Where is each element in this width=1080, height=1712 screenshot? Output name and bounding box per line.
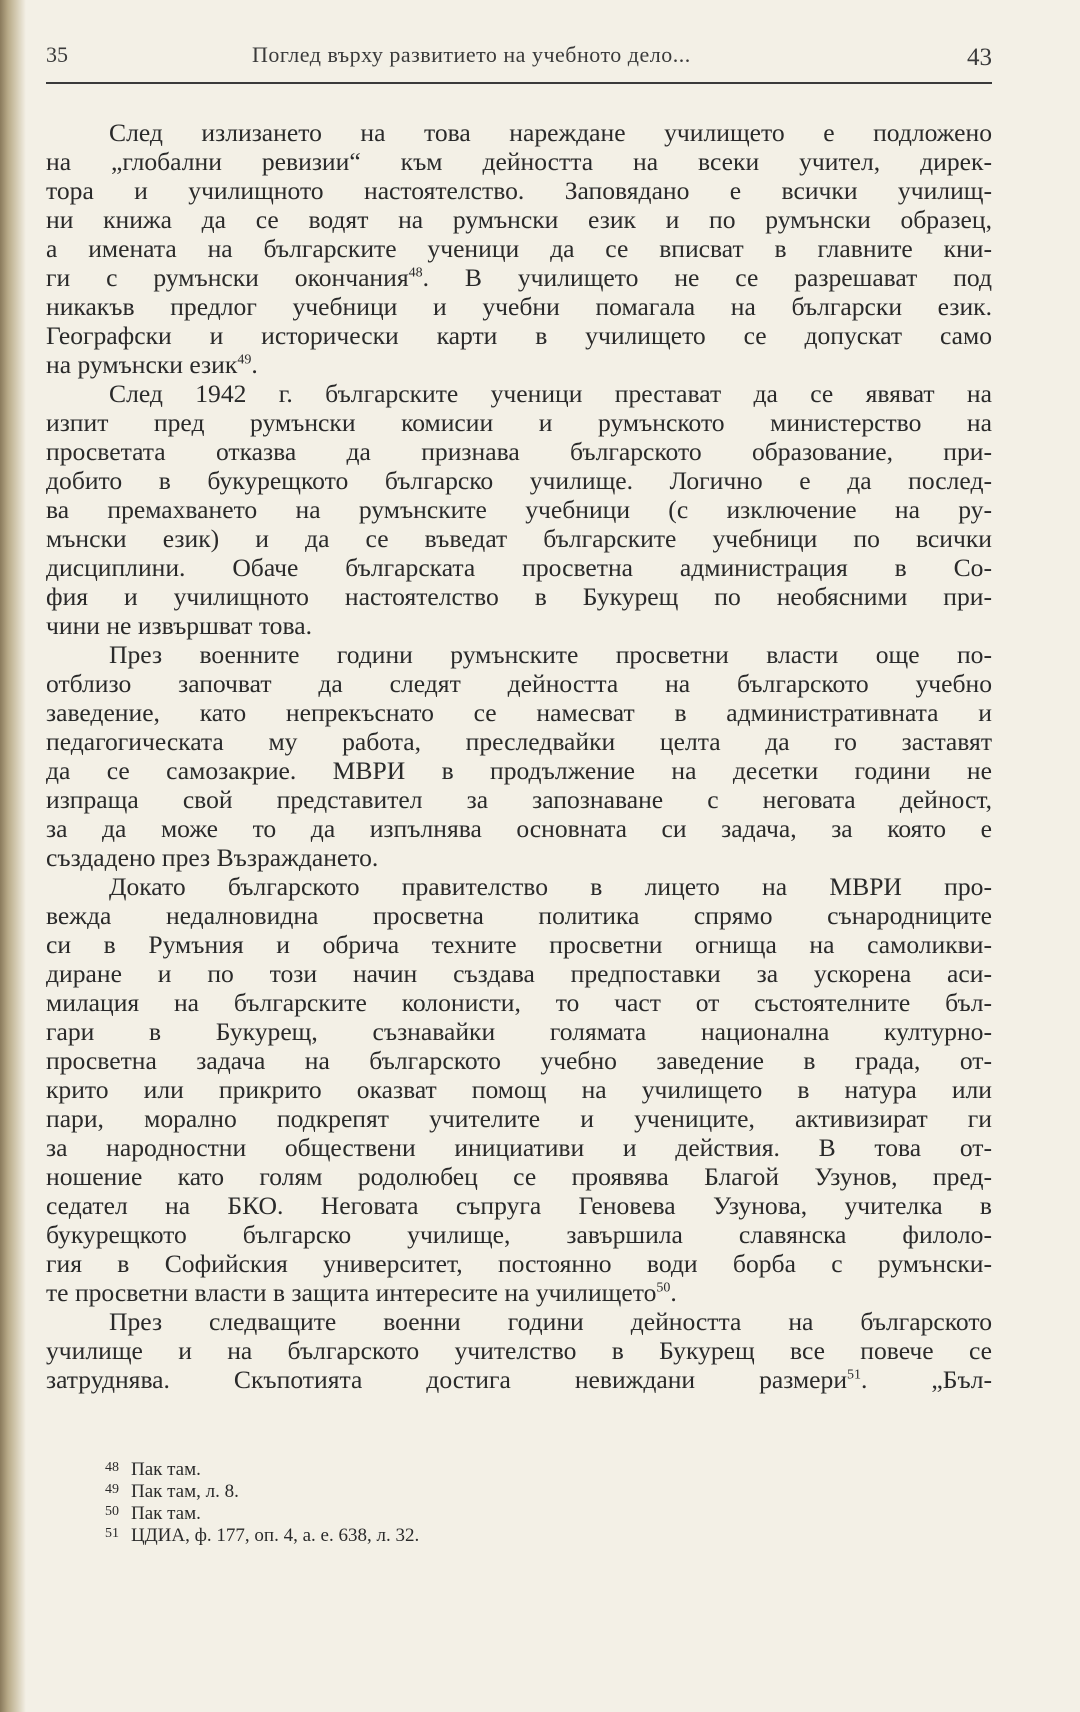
- text-line: [46, 205, 992, 234]
- line-text-continued: . „Бъл-: [861, 1365, 992, 1394]
- line-text: да се самозакрие. МВРИ в продължение на десетки години не: [46, 756, 992, 785]
- text-line: [46, 843, 992, 872]
- text-line: [46, 176, 992, 205]
- text-line: [46, 582, 992, 611]
- text-line: [46, 147, 992, 176]
- book-page: [46, 36, 992, 1686]
- text-line: [46, 321, 992, 350]
- text-line: [46, 263, 992, 292]
- text-line: [46, 466, 992, 495]
- footnote-reference: 51: [847, 1367, 862, 1383]
- line-text: тора и училищното настоятелство. Заповядано е всички училищ-: [46, 176, 992, 205]
- line-text: за народностни обществени инициативи и действия. В това от-: [46, 1133, 992, 1162]
- running-header: [46, 36, 992, 76]
- text-line: [46, 495, 992, 524]
- text-line: [46, 1278, 992, 1307]
- line-text: чини не извършват това.: [46, 611, 312, 640]
- footnote-text: Пак там.: [131, 1503, 201, 1524]
- line-text: вежда недалновидна просветна политика спрямо сънародниците: [46, 901, 992, 930]
- text-line: [46, 959, 992, 988]
- text-line: [46, 930, 992, 959]
- line-text: пари, морално подкрепят учителите и учениците, активизират ги: [46, 1104, 992, 1133]
- footnote-number: 50: [105, 1504, 119, 1519]
- line-text: гари в Букурещ, съзнавайки голямата национална културно-: [46, 1017, 992, 1046]
- footnote-number: 51: [105, 1526, 119, 1541]
- line-text: седател на БКО. Неговата съпруга Геновева Узунова, учителка в: [46, 1191, 992, 1220]
- line-text: те просветни власти в защита интересите на училището: [46, 1278, 657, 1307]
- line-text: ва премахването на румънските учебници (с изключение на ру-: [46, 495, 992, 524]
- footnote-text: ЦДИА, ф. 177, оп. 4, а. е. 638, л. 32.: [131, 1525, 420, 1546]
- line-text-continued: .: [670, 1278, 677, 1307]
- text-line: [46, 408, 992, 437]
- text-line: [46, 1104, 992, 1133]
- footnotes: [105, 1459, 419, 1547]
- line-text: фия и училищното настоятелство в Букурещ по необясними при-: [46, 582, 992, 611]
- footnote-reference: 49: [237, 352, 252, 368]
- text-line: [46, 553, 992, 582]
- text-line: [46, 988, 992, 1017]
- text-line: [46, 1365, 992, 1394]
- line-text: ни книжа да се водят на румънски език и по румънски образец,: [46, 205, 992, 234]
- text-line: [46, 814, 992, 843]
- text-line: [46, 698, 992, 727]
- text-line: [46, 1220, 992, 1249]
- line-text: училище и на българското учителство в Букурещ все повече се: [46, 1336, 992, 1365]
- line-text: ношение като голям родолюбец се проявява Благой Узунов, пред-: [46, 1162, 992, 1191]
- line-text: След 1942 г. българските ученици престават да се явяват на: [109, 379, 992, 408]
- line-text: крито или прикрито оказват помощ на училището в натура или: [46, 1075, 992, 1104]
- line-text: педагогическата му работа, преследвайки целта да го заставят: [46, 727, 992, 756]
- text-line: [46, 350, 992, 379]
- text-line: [46, 1133, 992, 1162]
- text-line: [46, 1307, 992, 1336]
- footnote-reference: 50: [656, 1280, 671, 1296]
- line-text: си в Румъния и обрича техните просветни огнища на самоликви-: [46, 930, 992, 959]
- text-line: [46, 1336, 992, 1365]
- footnote: [105, 1525, 419, 1547]
- text-line: [46, 785, 992, 814]
- body-text: [46, 118, 992, 1394]
- text-line: [46, 292, 992, 321]
- line-text: за да може то да изпълнява основната си задача, за която е: [46, 814, 992, 843]
- footnote-text: Пак там.: [131, 1459, 201, 1480]
- text-line: [46, 727, 992, 756]
- text-line: [46, 1046, 992, 1075]
- running-title: Поглед върху развитието на учебното дело...: [252, 42, 691, 67]
- line-text: Докато българското правителство в лицето на МВРИ про-: [109, 872, 992, 901]
- footnote: [105, 1503, 419, 1525]
- footnote: [105, 1459, 419, 1481]
- line-text-continued: . В училището не се разрешават под: [422, 263, 992, 292]
- line-text: изпит пред румънски комисии и румънското министерство на: [46, 408, 992, 437]
- line-text: букурещкото българско училище, завършила славянска филоло-: [46, 1220, 992, 1249]
- line-text: През военните години румънските просветни власти още по-: [109, 640, 992, 669]
- line-text: създадено през Възраждането.: [46, 843, 379, 872]
- text-line: [46, 1017, 992, 1046]
- text-line: [46, 524, 992, 553]
- line-text: затруднява. Скъпотията достига невиждани размери: [46, 1365, 848, 1394]
- text-line: [46, 1075, 992, 1104]
- footnote: [105, 1481, 419, 1503]
- line-text: а имената на българските ученици да се вписват в главните кни-: [46, 234, 992, 263]
- footnote-reference: 48: [408, 265, 423, 281]
- line-text: никакъв предлог учебници и учебни помагала на български език.: [46, 292, 992, 321]
- line-text: просветата отказва да признава българското образование, при-: [46, 437, 992, 466]
- line-text: милация на българските колонисти, то част от състоятелните бъл-: [46, 988, 992, 1017]
- line-text: дисциплини. Обаче българската просветна администрация в Со-: [46, 553, 992, 582]
- left-page-number: 35: [46, 42, 68, 67]
- text-line: [46, 1249, 992, 1278]
- footnote-number: 48: [105, 1460, 119, 1475]
- text-line: [46, 1191, 992, 1220]
- page-number: 43: [967, 44, 992, 71]
- text-line: [46, 611, 992, 640]
- text-line: [46, 640, 992, 669]
- line-text: на румънски език: [46, 350, 238, 379]
- book-binding-edge: [0, 0, 26, 1712]
- text-line: [46, 1162, 992, 1191]
- footnote-number: 49: [105, 1482, 119, 1497]
- footnote-text: Пак там, л. 8.: [131, 1481, 239, 1502]
- line-text-continued: .: [251, 350, 258, 379]
- line-text: заведение, като непрекъснато се намесват в административната и: [46, 698, 992, 727]
- line-text: добито в букурещкото българско училище. Логично е да послед-: [46, 466, 992, 495]
- text-line: [46, 872, 992, 901]
- text-line: [46, 901, 992, 930]
- line-text: Географски и исторически карти в училището се допускат само: [46, 321, 992, 350]
- text-line: [46, 234, 992, 263]
- line-text: През следващите военни години дейността на българското: [109, 1307, 992, 1336]
- text-line: [46, 379, 992, 408]
- line-text: на „глобални ревизии“ към дейността на всеки учител, дирек-: [46, 147, 992, 176]
- line-text: диране и по този начин създава предпоставки за ускорена аси-: [46, 959, 992, 988]
- line-text: мънски език) и да се въведат българските учебници по всички: [46, 524, 992, 553]
- header-rule: [46, 82, 992, 84]
- line-text: отблизо започват да следят дейността на българското учебно: [46, 669, 992, 698]
- line-text: гия в Софийския университет, постоянно води борба с румънски-: [46, 1249, 992, 1278]
- line-text: просветна задача на българското учебно заведение в града, от-: [46, 1046, 992, 1075]
- line-text: изпраща свой представител за запознаване с неговата дейност,: [46, 785, 992, 814]
- text-line: [46, 756, 992, 785]
- line-text: ги с румънски окончания: [46, 263, 409, 292]
- text-line: [46, 437, 992, 466]
- text-line: [46, 669, 992, 698]
- line-text: След излизането на това нареждане училището е подложено: [109, 118, 992, 147]
- text-line: [46, 118, 992, 147]
